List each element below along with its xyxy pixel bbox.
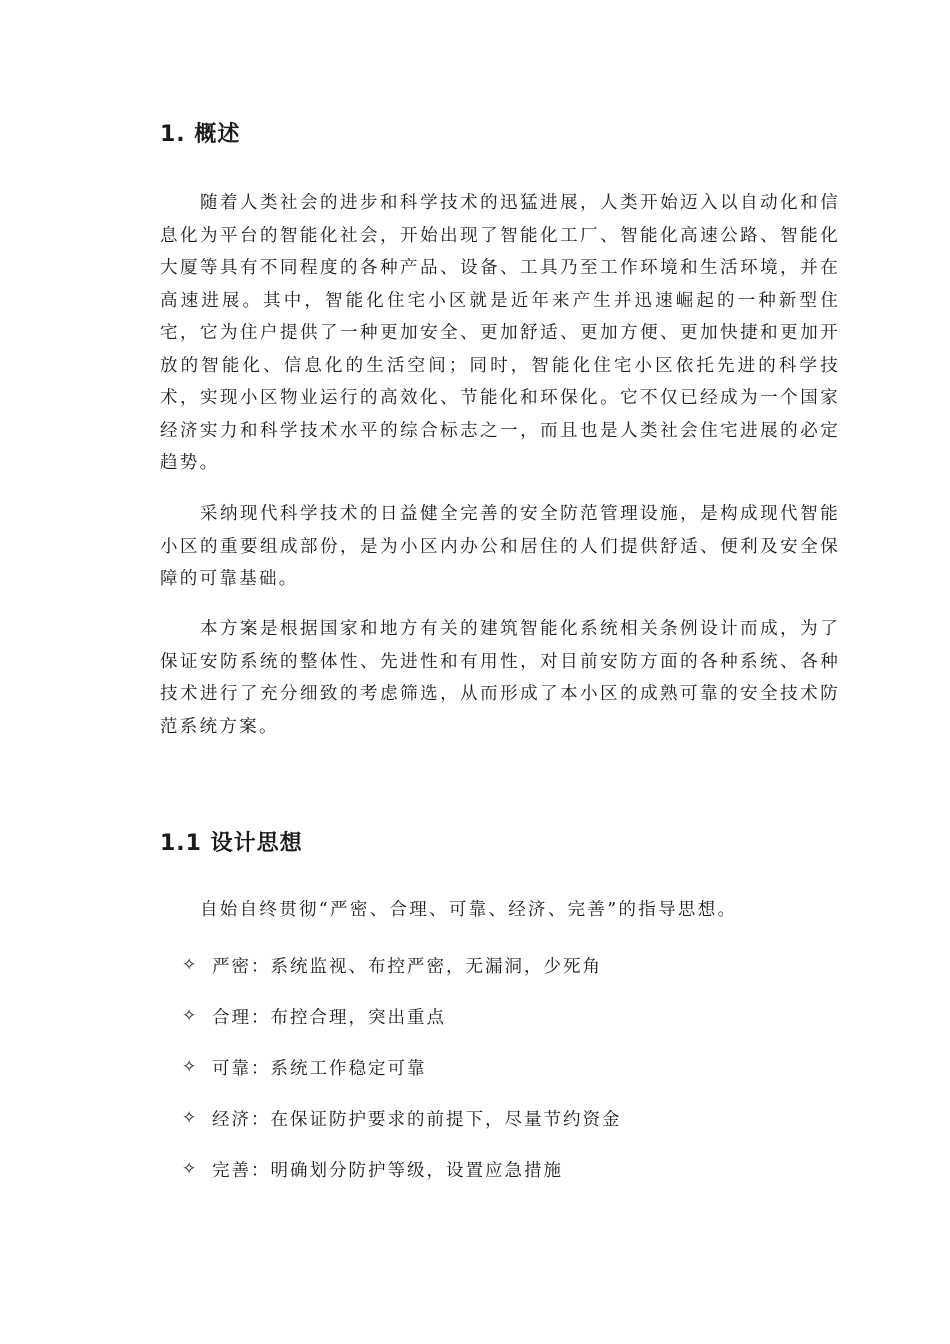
list-item-text: 合理：布控合理，突出重点 <box>212 1008 446 1028</box>
list-item <box>182 940 622 991</box>
list-item-text: 完善：明确划分防护等级，设置应急措施 <box>212 1161 563 1181</box>
four-pointed-star-icon: ✧ <box>182 1057 199 1077</box>
four-pointed-star-icon: ✧ <box>182 1108 199 1128</box>
list-item-text: 可靠：系统工作稳定可靠 <box>212 1059 427 1079</box>
overview-paragraph-2: 采纳现代科学技术的日益健全完善的安全防范管理设施，是构成现代智能小区的重要组成部份，是为小区内办公和居住的人们提供舒适、便利及安全保障的可靠基础。 <box>160 504 840 589</box>
section-heading-overview: 1. 概述 <box>160 122 241 147</box>
four-pointed-star-icon: ✧ <box>182 1159 199 1179</box>
overview-paragraph-3: 本方案是根据国家和地方有关的建筑智能化系统相关条例设计而成，为了保证安防系统的整体性、先进性和有用性，对目前安防方面的各种系统、各种技术进行了充分细致的考虑筛选，从而形成了本小区的成熟可靠的安全技术防范系统方案。 <box>160 619 840 737</box>
list-item <box>182 991 622 1042</box>
list-item-text: 严密：系统监视、布控严密，无漏洞，少死角 <box>212 957 602 977</box>
list-item <box>182 1042 622 1093</box>
overview-paragraph-1: 随着人类社会的进步和科学技术的迅猛进展，人类开始迈入以自动化和信息化为平台的智能化社会，开始出现了智能化工厂、智能化高速公路、智能化大厦等具有不同程度的各种产品、设备、工具乃至工作环境和生活环境，并在高速进展。其中，智能化住宅小区就是近年来产生并迅速崛起的一种新型住宅，它为住户提供了一种更加安全、更加舒适、更加方便、更加快捷和更加开放的智能化、信息化的生活空间；同时，智能化住宅小区依托先进的科学技术，实现小区物业运行的高效化、节能化和环保化。它不仅已经成为一个国家经济实力和科学技术水平的综合标志之一，而且也是人类社会住宅进展的必定趋势。 <box>160 193 840 473</box>
list-item-text: 经济：在保证防护要求的前提下，尽量节约资金 <box>212 1110 622 1130</box>
section-heading-design-philosophy: 1.1 设计思想 <box>160 831 303 856</box>
four-pointed-star-icon: ✧ <box>182 955 199 975</box>
four-pointed-star-icon: ✧ <box>182 1006 199 1026</box>
list-item <box>182 1144 622 1195</box>
design-principles-list <box>182 940 622 1195</box>
list-item <box>182 1093 622 1144</box>
design-intro-paragraph: 自始自终贯彻“严密、合理、可靠、经济、完善”的指导思想。 <box>200 900 738 920</box>
